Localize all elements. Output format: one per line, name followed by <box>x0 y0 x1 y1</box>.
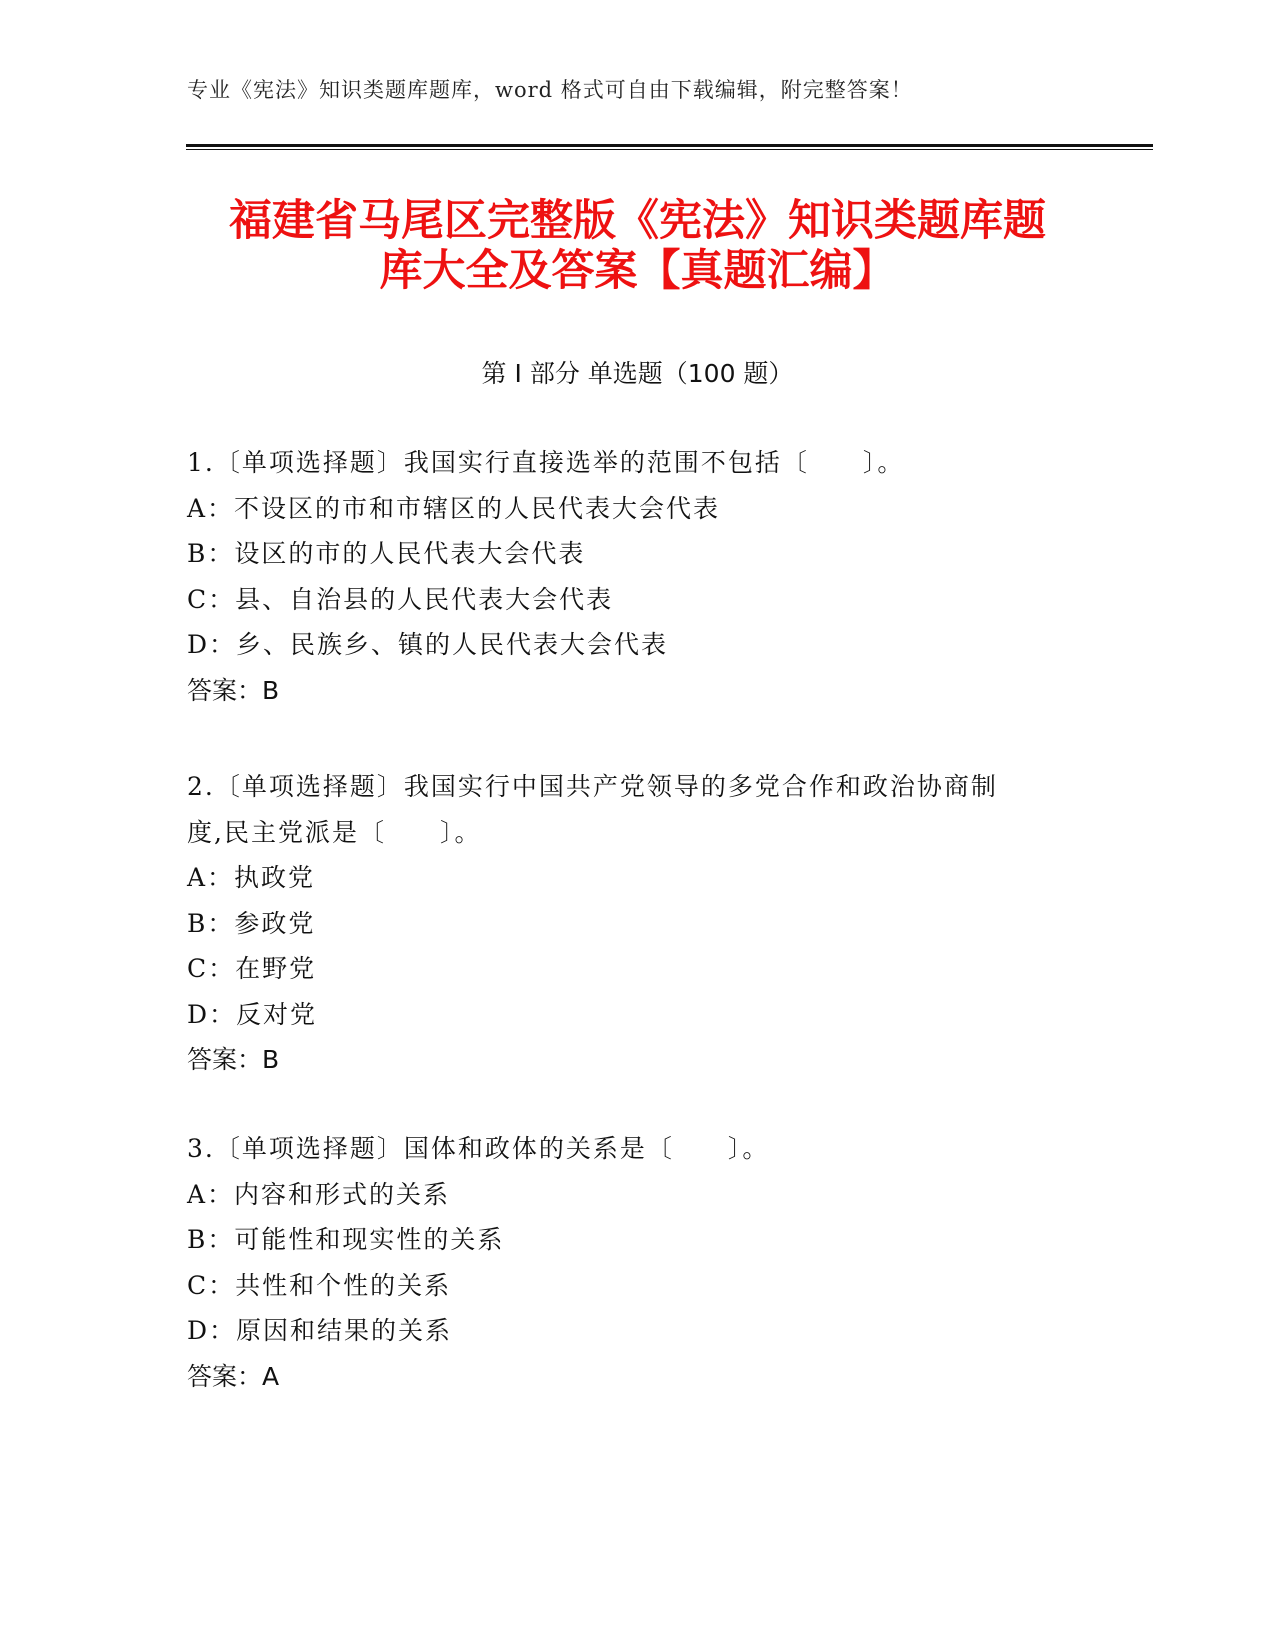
question-stem: 3.〔单项选择题〕国体和政体的关系是〔 〕。 <box>187 1134 770 1163</box>
question-1 <box>187 440 1087 713</box>
option-b: B：设区的市的人民代表大会代表 <box>187 539 586 568</box>
option-b: B：可能性和现实性的关系 <box>187 1225 505 1254</box>
answer: 答案：B <box>187 1045 280 1074</box>
section-title: 第 I 部分 单选题（100 题） <box>481 359 794 388</box>
option-a: A：执政党 <box>187 863 316 892</box>
header-note: 专业《宪法》知识类题库题库，word 格式可自由下载编辑，附完整答案！ <box>187 78 913 102</box>
question-stem: 2.〔单项选择题〕我国实行中国共产党领导的多党合作和政治协商制 <box>187 772 998 801</box>
question-stem: 1.〔单项选择题〕我国实行直接选举的范围不包括〔 〕。 <box>187 448 905 477</box>
document-title <box>150 196 1125 296</box>
header-rule-thin <box>186 149 1153 150</box>
option-a: A：内容和形式的关系 <box>187 1179 451 1209</box>
header-rule-thick <box>186 144 1153 147</box>
document-title-line-2: 库大全及答案【真题汇编】 <box>379 246 896 296</box>
option-b: B：参政党 <box>187 908 316 938</box>
question-2 <box>187 764 1087 1083</box>
option-a: A：不设区的市和市辖区的人民代表大会代表 <box>187 493 721 523</box>
question-3 <box>187 1126 1087 1399</box>
option-d: D：反对党 <box>187 999 318 1029</box>
option-c: C：在野党 <box>187 954 317 983</box>
option-c: C：共性和个性的关系 <box>187 1270 452 1300</box>
option-c: C：县、自治县的人民代表大会代表 <box>187 584 614 614</box>
question-stem-continued: 度,民主党派是〔 〕。 <box>187 817 482 847</box>
document-title-line-1: 福建省马尾区完整版《宪法》知识类题库题 <box>229 196 1046 246</box>
answer: 答案：A <box>187 1361 280 1391</box>
option-d: D：乡、民族乡、镇的人民代表大会代表 <box>187 630 669 659</box>
answer: 答案：B <box>187 675 280 705</box>
option-d: D：原因和结果的关系 <box>187 1316 453 1345</box>
